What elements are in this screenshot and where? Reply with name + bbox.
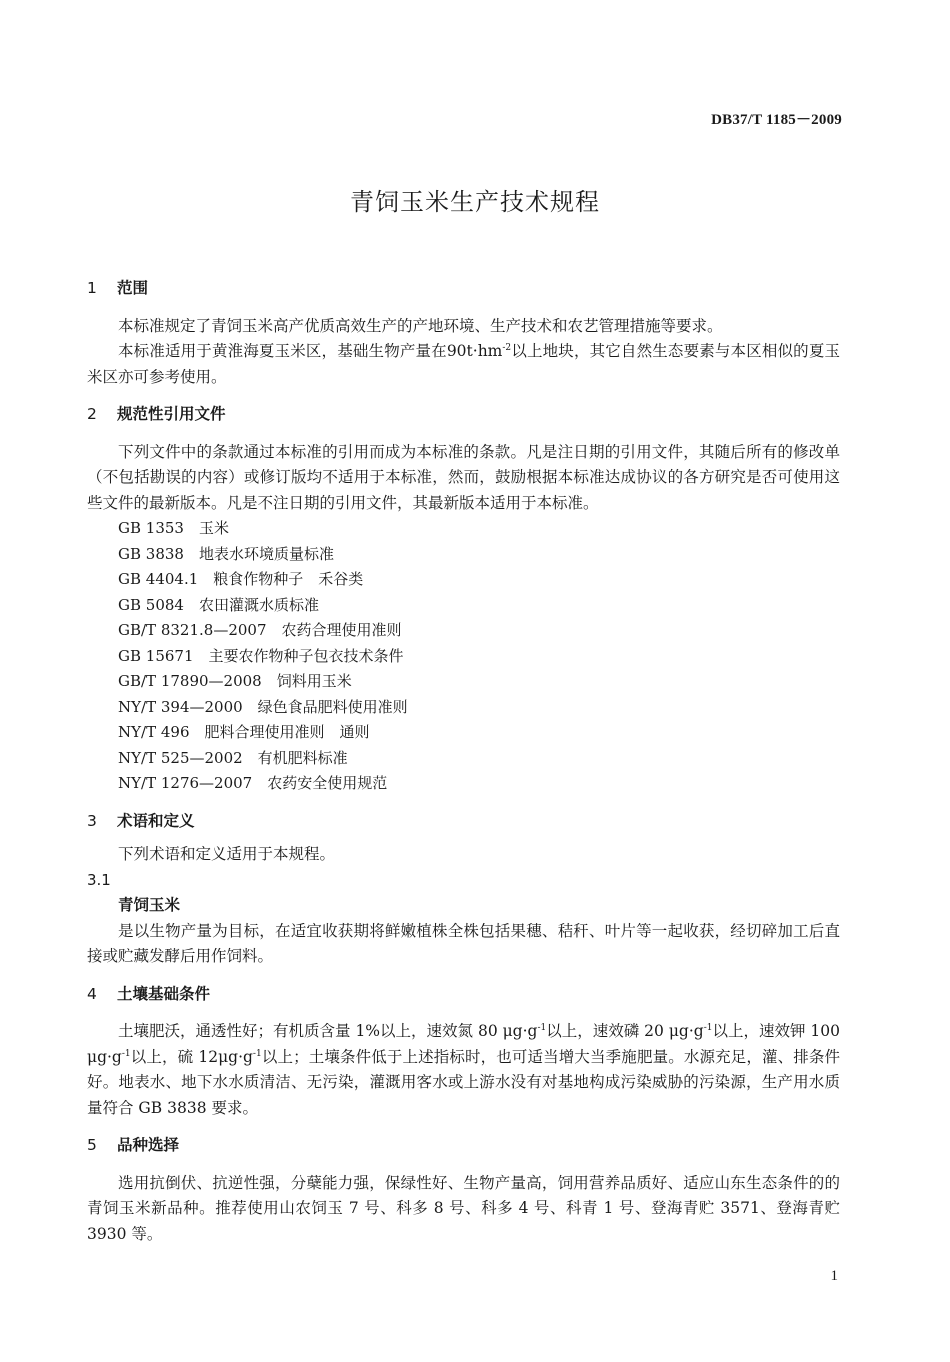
soil-conditions-paragraph: 土壤肥沃，通透性好；有机质含量 1%以上，速效氮 80 $\mu g\cdot g^{-1}$以上，速效磷 20 $\mu g\cdot g^{-1}$以上，速效钾 100 $\mu g\cdot g^{-1}$以上，硫 $12\mu g\cdot g^{-1}$以上；土壤条件低于上述指标时，也可适当增大当季施肥量。水源充足，灌、排条件好。地表水、地下水水质清洁、无污染，灌溉用客水或上游水没有对基地构成污染威胁的污染源，生产用水质量符合 GB 3838 要求。 (87, 1022, 840, 1117)
section-title: 规范性引用文件 (117, 405, 226, 423)
section-title: 术语和定义 (117, 811, 195, 830)
document-title: 青饲玉米生产技术规程 (350, 188, 600, 216)
document-body (87, 276, 840, 1247)
references-intro-paragraph: 下列文件中的条款通过本标准的引用而成为本标准的条款。凡是注日期的引用文件，其随后所有的修改单（不包括勘误的内容）或修订版均不适用于本标准，然而，鼓励根据本标准达成协议的各方研究是否可使用这些文件的最新版本。凡是不注日期的引用文件，其最新版本适用于本标准。 (87, 442, 840, 512)
reference-item: GB/T 17890—2008 饲料用玉米 (118, 672, 352, 690)
section-number: 2 (87, 405, 97, 423)
subsection-number: 3.1 (87, 870, 111, 889)
reference-item: GB/T 8321.8—2007 农药合理使用准则 (118, 621, 402, 639)
variety-selection-paragraph: 选用抗倒伏、抗逆性强，分蘖能力强，保绿性好、生物产量高，饲用营养品质好、适应山东生态条件的的青饲玉米新品种。推荐使用山农饲玉 7 号、科多 8 号、科多 4 号、科青 1 号、登海青贮 3571、登海青贮 3930 等。 (87, 1173, 840, 1243)
reference-item: GB 4404.1 粮食作物种子 禾谷类 (118, 570, 364, 588)
page-number: 1 (830, 1268, 838, 1284)
reference-item: GB 5084 农田灌溉水质标准 (118, 595, 319, 614)
section-number: 5 (87, 1136, 97, 1154)
reference-item: GB 3838 地表水环境质量标准 (118, 544, 334, 563)
reference-item: NY/T 525—2002 有机肥料标准 (118, 748, 348, 767)
reference-item: GB 1353 玉米 (118, 519, 229, 537)
section-3-heading (87, 809, 840, 835)
reference-item: NY/T 1276—2007 农药安全使用规范 (118, 774, 388, 792)
terms-intro-paragraph: 下列术语和定义适用于本规程。 (118, 845, 336, 863)
section-2-heading (87, 402, 840, 428)
section-number: 4 (87, 984, 97, 1003)
reference-item: NY/T 394—2000 绿色食品肥料使用准则 (118, 697, 408, 716)
section-title: 品种选择 (117, 1136, 180, 1154)
scope-paragraph-1: 本标准规定了青饲玉米高产优质高效生产的产地环境、生产技术和农艺管理措施等要求。 (118, 316, 723, 335)
reference-item: NY/T 496 肥料合理使用准则 通则 (118, 723, 370, 741)
section-5-heading (87, 1133, 840, 1159)
section-1-heading (87, 276, 840, 302)
section-title: 范围 (117, 279, 149, 297)
scope-paragraph-2: 本标准适用于黄淮海夏玉米区，基础生物产量在$90t\cdot hm^{-2}$以上地块，其它自然生态要素与本区相似的夏玉米区亦可参考使用。 (87, 342, 840, 386)
section-4-heading (87, 982, 840, 1008)
section-title: 土壤基础条件 (117, 984, 211, 1003)
term-definition: 是以生物产量为目标，在适宜收获期将鲜嫩植株全株包括果穗、秸秆、叶片等一起收获，经切碎加工后直接或贮藏发酵后用作饲料。 (87, 921, 840, 965)
term-name: 青饲玉米 (118, 896, 181, 914)
standard-code: DB37/T 1185－2009 (711, 112, 842, 128)
section-number: 3 (87, 811, 97, 830)
section-number: 1 (87, 279, 97, 297)
reference-item: GB 15671 主要农作物种子包衣技术条件 (118, 646, 404, 665)
